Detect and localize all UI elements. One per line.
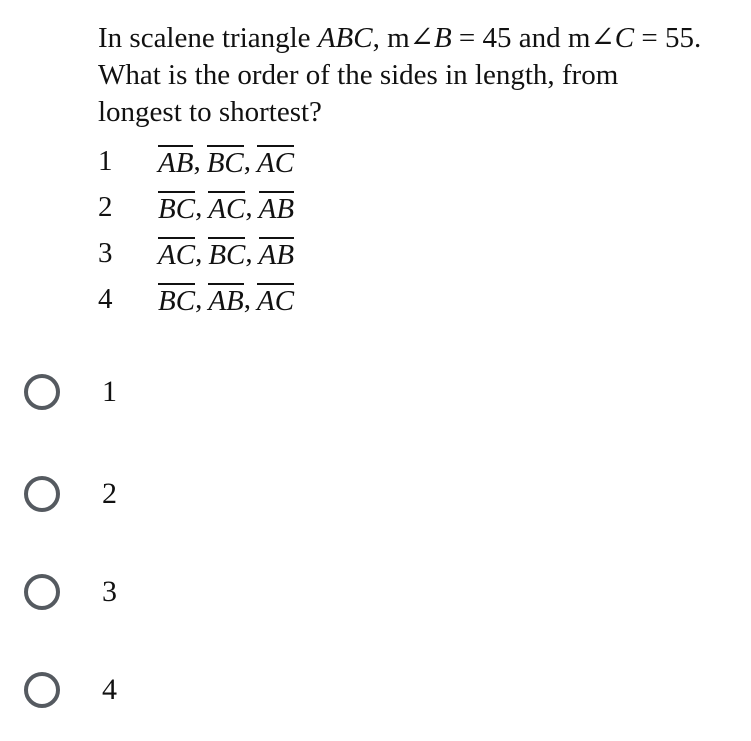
question-line-2: What is the order of the sides in length, from bbox=[98, 59, 619, 91]
choice-label: 2 bbox=[102, 477, 117, 510]
angle-c-value: = 55. bbox=[634, 22, 702, 54]
segment: BC bbox=[208, 239, 246, 271]
angle-b-prefix: , m∠ bbox=[372, 22, 434, 54]
option-row bbox=[98, 138, 294, 184]
angle-c-vertex: C bbox=[614, 22, 635, 54]
separator: , bbox=[243, 282, 251, 315]
radio-button[interactable] bbox=[24, 476, 60, 512]
option-number: 1 bbox=[98, 144, 113, 177]
separator: , bbox=[195, 236, 203, 269]
segment: BC bbox=[206, 147, 244, 179]
segment: BC bbox=[158, 285, 196, 317]
angle-b-value: = 45 and m∠ bbox=[451, 22, 615, 54]
radio-button[interactable] bbox=[24, 672, 60, 708]
triangle-name: ABC bbox=[317, 22, 373, 54]
segment: AB bbox=[158, 147, 194, 179]
segment: AC bbox=[257, 285, 295, 317]
choice-label: 1 bbox=[102, 375, 117, 408]
option-number: 2 bbox=[98, 190, 113, 223]
choice-3[interactable] bbox=[24, 574, 117, 610]
radio-button[interactable] bbox=[24, 374, 60, 410]
segment: AB bbox=[258, 239, 295, 271]
separator: , bbox=[195, 282, 203, 315]
question-prefix: In scalene triangle bbox=[98, 22, 318, 54]
answer-options-list bbox=[98, 138, 294, 322]
choice-4[interactable] bbox=[24, 672, 117, 708]
choice-1[interactable] bbox=[24, 374, 117, 410]
separator: , bbox=[245, 236, 253, 269]
question-text bbox=[98, 20, 748, 131]
question-line-1 bbox=[98, 20, 748, 57]
segment: AB bbox=[208, 285, 244, 317]
radio-button[interactable] bbox=[24, 574, 60, 610]
option-number: 4 bbox=[98, 282, 113, 315]
separator: , bbox=[193, 144, 201, 177]
option-number: 3 bbox=[98, 236, 113, 269]
option-row bbox=[98, 230, 294, 276]
segment: AC bbox=[257, 147, 295, 179]
segment: AC bbox=[208, 193, 246, 225]
separator: , bbox=[243, 144, 251, 177]
separator: , bbox=[245, 190, 253, 223]
segment: BC bbox=[158, 193, 196, 225]
separator: , bbox=[195, 190, 203, 223]
choice-2[interactable] bbox=[24, 476, 117, 512]
question-line-3: longest to shortest? bbox=[98, 96, 322, 128]
segment: AC bbox=[158, 239, 196, 271]
angle-b-vertex: B bbox=[433, 22, 452, 54]
choice-label: 4 bbox=[102, 673, 117, 706]
choice-label: 3 bbox=[102, 575, 117, 608]
option-row bbox=[98, 276, 294, 322]
segment: AB bbox=[258, 193, 295, 225]
option-row bbox=[98, 184, 294, 230]
